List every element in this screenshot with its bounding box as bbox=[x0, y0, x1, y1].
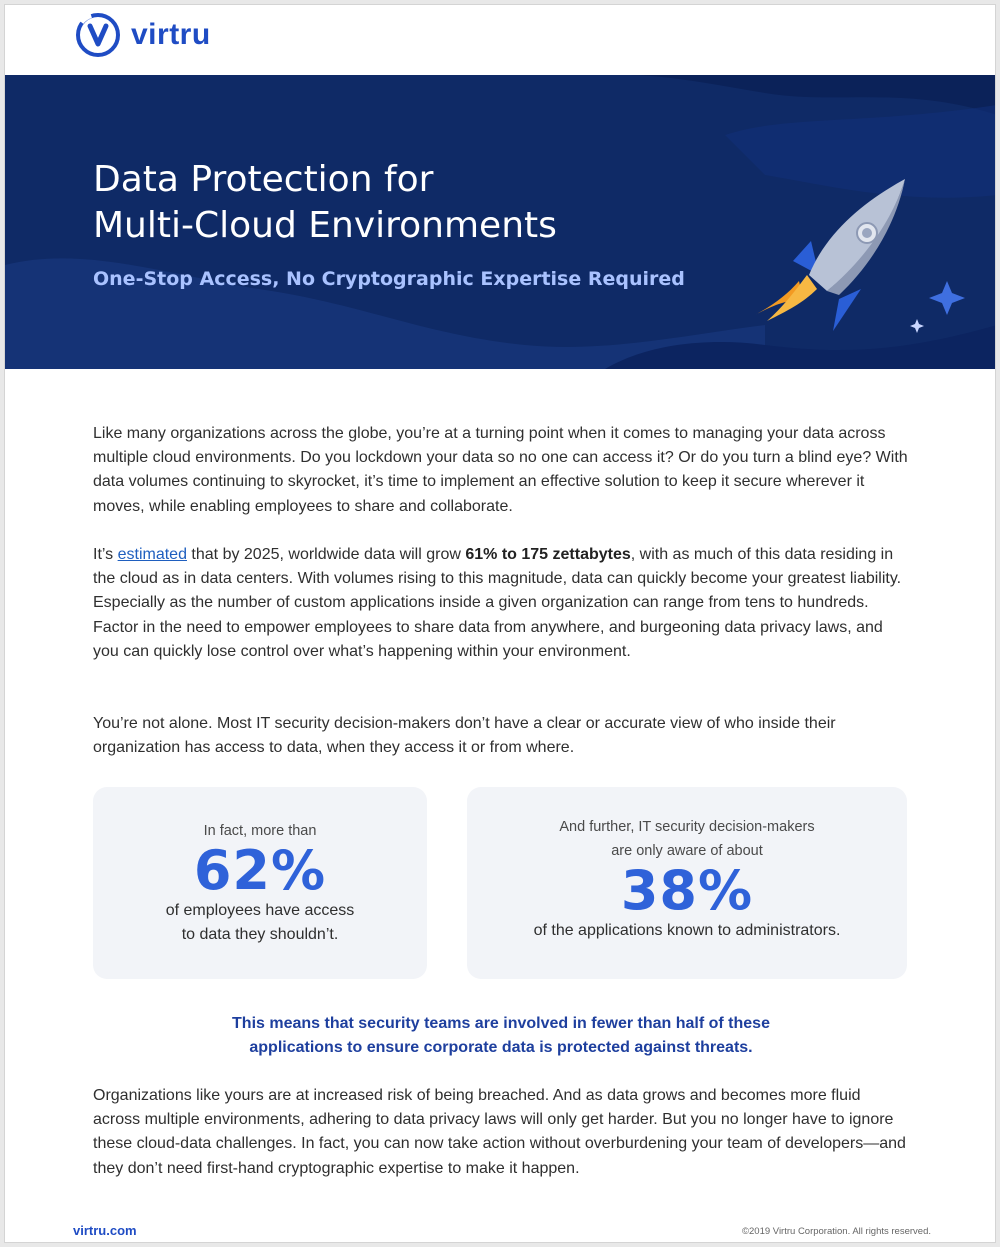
document-page bbox=[4, 4, 996, 1243]
stat-2-lead-1: And further, IT security decision-makers bbox=[559, 819, 815, 835]
banner-title bbox=[93, 157, 713, 249]
p2-mid: that by 2025, worldwide data will grow bbox=[186, 546, 466, 563]
banner-title-line-1: Data Protection for bbox=[93, 159, 434, 200]
estimated-link[interactable]: estimated bbox=[117, 546, 187, 563]
banner-subtitle: One-Stop Access, No Cryptographic Expertise Required bbox=[93, 268, 685, 290]
statistics-paragraph bbox=[93, 543, 909, 664]
p2-prefix: It’s bbox=[93, 546, 118, 563]
stat-1-value: 62% bbox=[193, 839, 327, 902]
virtru-logo[interactable] bbox=[73, 5, 211, 65]
stat-1-lead: In fact, more than bbox=[203, 823, 317, 839]
virtru-logo-icon bbox=[73, 10, 123, 60]
p2-bold-stat: 61% to 175 zettabytes bbox=[465, 546, 631, 563]
stat-1-line-1: of employees have access bbox=[165, 902, 355, 919]
stat-card-employees bbox=[93, 787, 427, 979]
intro-paragraph: Like many organizations across the globe, you’re at a turning point when it comes to managing your data across multiple cloud environments. Do you lockdown your data so no one can access it? Or do you turn a blind eye? With data volumes continuing to skyrocket, it’s time to implement an effective solution to keep it secure wherever it moves, while enabling employees to share and collaborate. bbox=[93, 425, 908, 515]
highlight-line-2: applications to ensure corporate data is protected against threats. bbox=[249, 1039, 753, 1056]
logo-wordmark: virtru bbox=[131, 18, 211, 51]
stat-1-line-2: to data they shouldn’t. bbox=[181, 926, 339, 943]
p2-suffix: , with as much of this data residing in the cloud as in data centers. With volumes rising to this magnitude, data can quickly become your greatest liability. Especially as the number of custom applications inside a given organization can range from tens to hundreds. Factor in the need to empower employees to share data from anywhere, and burgeoning data privacy laws, and you can quickly lose control over what’s happening within your environment. bbox=[93, 546, 902, 660]
closing-paragraph: Organizations like yours are at increased risk of being breached. And as data grows and becomes more fluid across multiple environments, adhering to data privacy laws will only get harder. But you no longer have to ignore these cloud-data challenges. In fact, you can now take action without overburdening your team of developers—and they don’t need first-hand cryptographic expertise to make it happen. bbox=[93, 1087, 906, 1177]
hero-banner bbox=[5, 75, 996, 369]
stat-2-line-1: of the applications known to administrators. bbox=[533, 922, 841, 939]
not-alone-paragraph: You’re not alone. Most IT security decision-makers don’t have a clear or accurate view of who inside their organization has access to data, when they access it or from where. bbox=[93, 715, 836, 757]
footer-copyright: ©2019 Virtru Corporation. All rights reserved. bbox=[742, 1226, 931, 1237]
stat-2-lead-2: are only aware of about bbox=[611, 843, 763, 859]
footer-url-link[interactable]: virtru.com bbox=[73, 1223, 137, 1238]
rocket-icon bbox=[747, 171, 987, 341]
stat-card-applications bbox=[467, 787, 907, 979]
highlight-line-1: This means that security teams are involved in fewer than half of these bbox=[232, 1015, 770, 1032]
banner-title-line-2: Multi-Cloud Environments bbox=[93, 205, 557, 246]
highlight-callout bbox=[155, 1012, 847, 1060]
stat-2-value: 38% bbox=[620, 859, 754, 922]
